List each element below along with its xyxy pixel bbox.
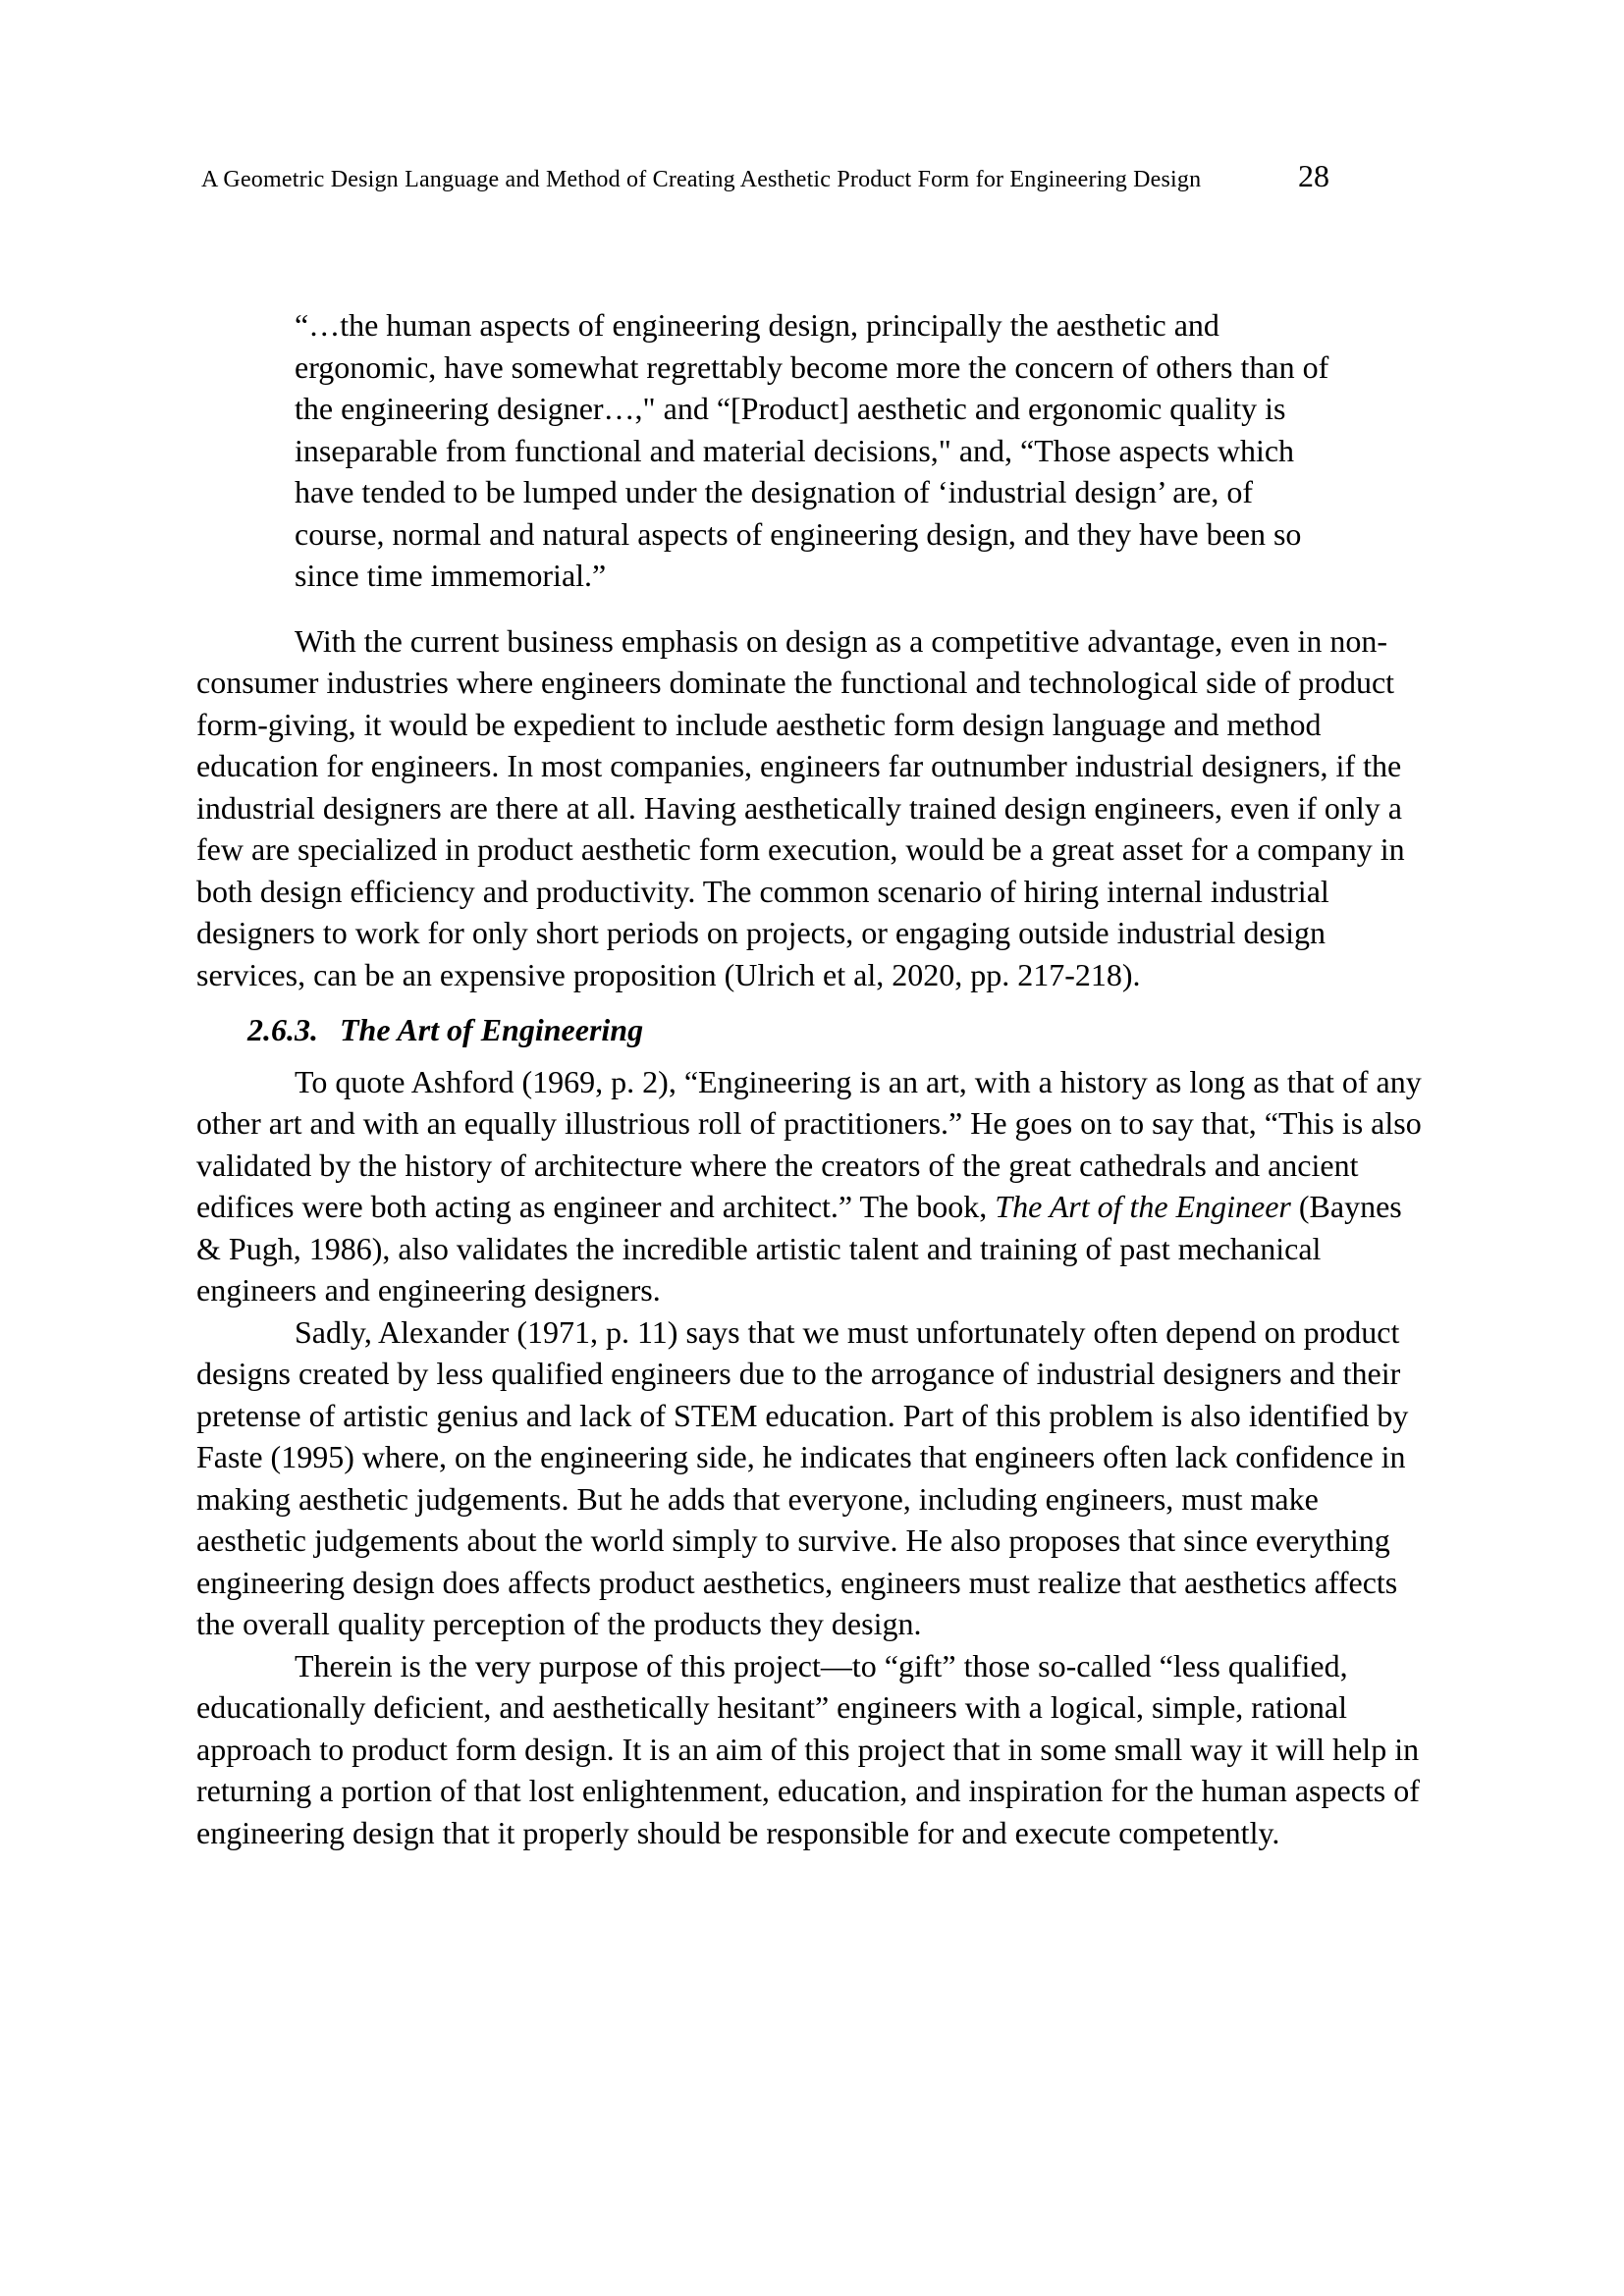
running-head: A Geometric Design Language and Method of Creating Aesthetic Product Form for Engineering Design (201, 167, 1202, 192)
section-heading (247, 1009, 1434, 1051)
paragraph-project-purpose: Therein is the very purpose of this project—to “gift” those so-called “less qualified, educationally deficient, and aesthetically hesitant” engineers with a logical, simple, rational approach to product form design. It is an aim of this project that in some small way it will help in returning a portion of that lost enlightenment, education, and inspiration for the human aspects of engineering design that it properly should be responsible for and execute competently. (196, 1647, 1420, 1850)
paragraph-business-emphasis: With the current business emphasis on design as a competitive advantage, even in non-consumer industries where engineers dominate the functional and technological side of product form-giving, it would be expedient to include aesthetic form design language and method education for engineers. In most companies, engineers far outnumber industrial designers, if the industrial designers are there at all. Having aesthetically trained design engineers, even if only a few are specialized in product aesthetic form execution, would be a great asset for a company in both design efficiency and productivity. The common scenario of hiring internal industrial designers to work for only short periods on projects, or engaging outside industrial design services, can be an expensive proposition (Ulrich et al, 2020, pp. 217-218). (196, 622, 1405, 992)
paragraph-text-before-book-title: To quote Ashford (1969, p. 2), “Engineering is an art, with a history as long as that of any other art and with an equally illustrious roll of practitioners.” He goes on to say that, “This is also validated by the history of architecture where the creators of the great cathedrals and ancient edifices were both acting as engineer and architect.” The book, (196, 1063, 1422, 1224)
book-title: The Art of the Engineer (995, 1189, 1291, 1224)
page-number: 28 (1298, 158, 1329, 193)
page-content (196, 304, 1434, 1853)
paragraph-art-of-engineering (196, 1061, 1434, 1311)
paragraph-sadly-alexander: Sadly, Alexander (1971, p. 11) says that we must unfortunately often depend on product designs created by less qualified engineers due to the arrogance of industrial designers and their pretense of artistic genius and lack of STEM education. Part of this problem is also identified by Faste (1995) where, on the engineering side, he indicates that engineers often lack confidence in making aesthetic judgements. But he adds that everyone, including engineers, must make aesthetic judgements about the world simply to survive. He also proposes that since everything engineering design does affects product aesthetics, engineers must realize that aesthetics affects the overall quality perception of the products they design. (196, 1313, 1409, 1641)
block-quote: “…the human aspects of engineering design, principally the aesthetic and ergonomic, have somewhat regrettably become more the concern of others than of the engineering designer…," and “[Product] aesthetic and ergonomic quality is inseparable from functional and material decisions," and, “Those aspects which have tended to be lumped under the designation of ‘industrial design’ are, of course, normal and natural aspects of engineering design, and they have been so since time immemorial.” (295, 307, 1329, 593)
section-title: The Art of Engineering (340, 1012, 644, 1047)
paragraph-text-after-book-title: (Baynes & Pugh, 1986), also validates the incredible artistic talent and training of past mechanical engineers and engineering designers. (196, 1189, 1402, 1308)
section-number: 2.6.3. (247, 1012, 318, 1047)
page-header (0, 0, 1624, 196)
